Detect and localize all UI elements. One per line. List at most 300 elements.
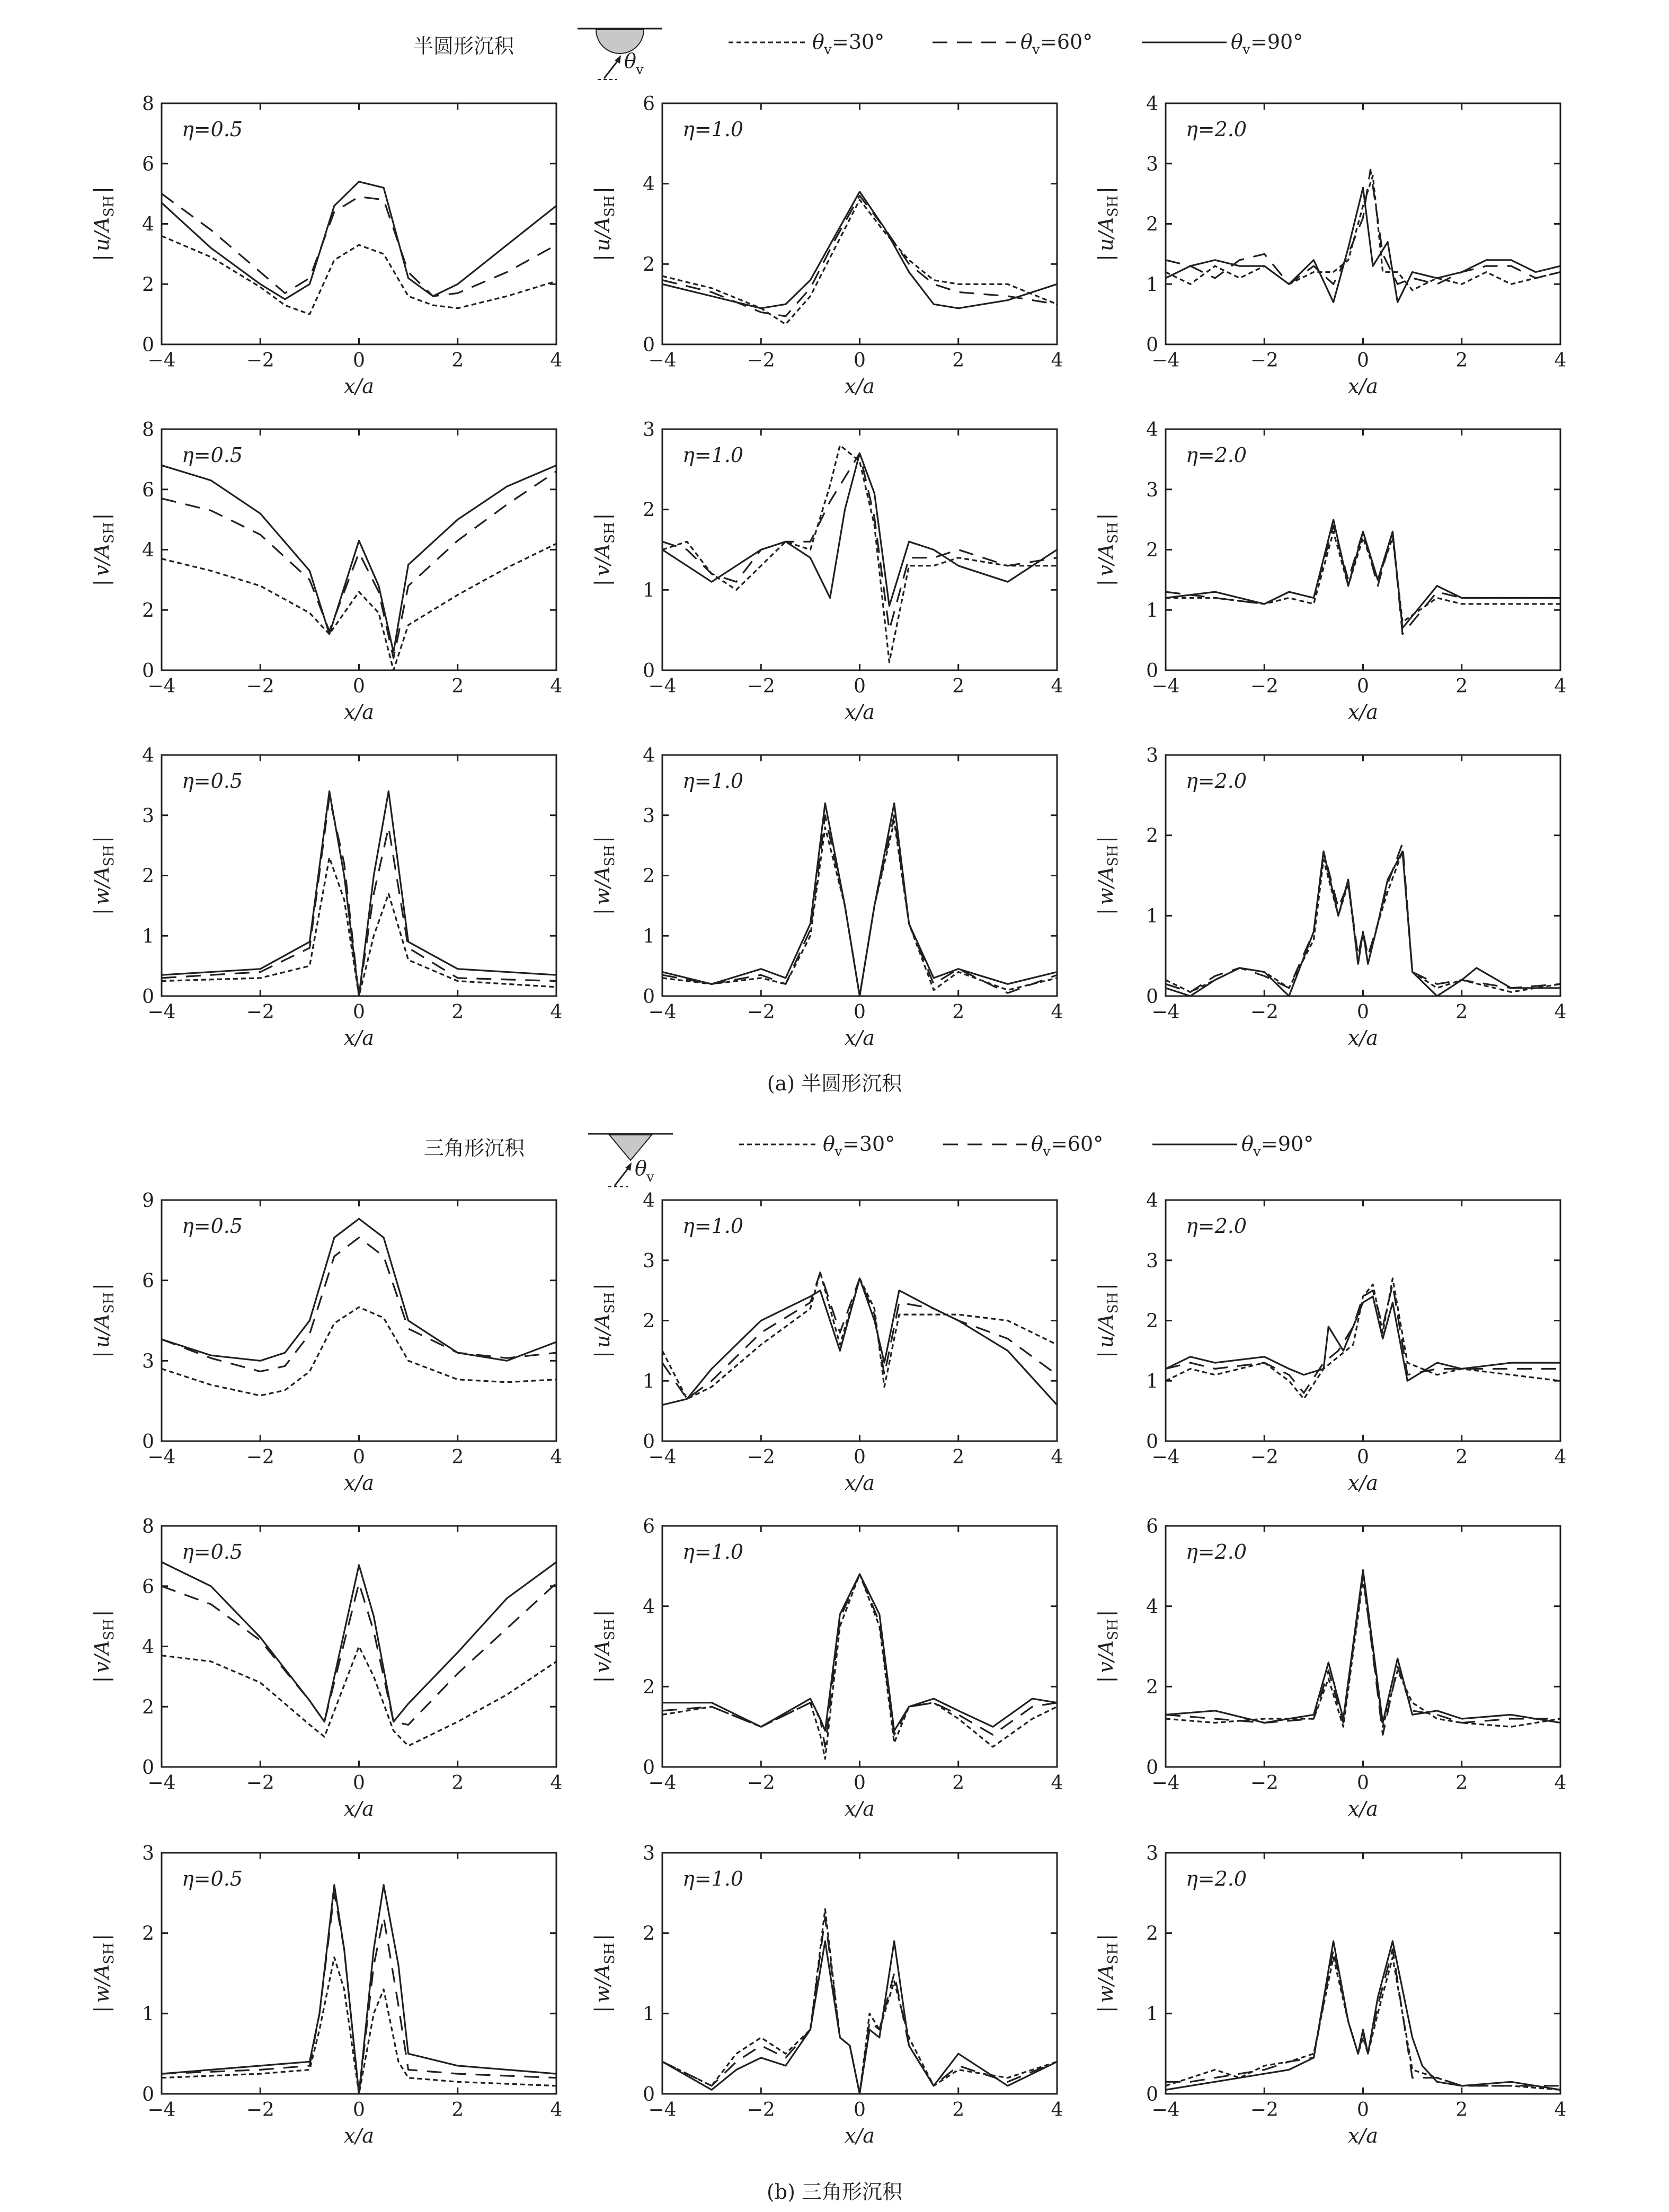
panel-b-r1-c2-xtick-label: 4 (1554, 1772, 1567, 1794)
panel-a-r0-c0-series-30 (162, 236, 556, 314)
panel-b-r2-c2-series-60 (1166, 1949, 1560, 2086)
panel-a-r2-c2-xlabel: x/a (1348, 1026, 1378, 1050)
panel-a-r1-c2-series-30 (1166, 531, 1560, 622)
panel-b-r1-c2-xtick-label: −2 (1250, 1772, 1279, 1794)
panel-b-r1-c1-ylabel: $|v/A_{SH}|$ (591, 1610, 618, 1683)
panel-a-r2-c0-ylabel: $|w/A_{SH}|$ (90, 836, 117, 915)
panel-b-r2-c0 (90, 1843, 562, 2147)
panel-a-r2-c2-xtick-label: 2 (1455, 1001, 1468, 1023)
panel-b-r1-c0-series-60 (162, 1583, 556, 1725)
panel-b-r2-c0-xlabel: x/a (344, 2124, 374, 2147)
panel-a-r2-c0-series-30 (162, 857, 556, 996)
panel-b-r2-c1-xtick-label: 2 (952, 2099, 965, 2121)
legend-a (413, 29, 1303, 79)
panel-b-r0-c0-series-60 (162, 1238, 556, 1372)
panel-a-r2-c2-xtick-label: −4 (1151, 1001, 1180, 1023)
panel-a-r2-c0-ytick-label: 4 (142, 745, 154, 767)
panel-b-r0-c0-xtick-label: −2 (246, 1446, 274, 1468)
panel-a-r0-c2-xtick-label: 2 (1455, 350, 1468, 371)
panel-b-r0-c0-series-30 (162, 1307, 556, 1396)
panel-b-r0-c0-xtick-label: 4 (550, 1446, 563, 1468)
semicircle-inset-icon (578, 29, 662, 79)
panel-a-r0-c0-ytick-label: 4 (142, 214, 154, 236)
panel-a-r1-c1-ylabel: $|v/A_{SH}|$ (591, 513, 618, 587)
panel-b-r1-c1-ytick-label: 2 (643, 1676, 655, 1699)
panel-b-r2-c2-xtick-label: −2 (1250, 2099, 1279, 2121)
panel-a-r2-c2-ytick-label: 1 (1146, 905, 1158, 928)
panel-b-r2-c2-xlabel: x/a (1348, 2124, 1378, 2147)
panel-a-r0-c2-xtick-label: −4 (1151, 350, 1180, 371)
legend-b (424, 1132, 1313, 1187)
panel-b-r1-c0-ytick-label: 2 (142, 1696, 154, 1719)
panel-b-r2-c2-xtick-label: −4 (1151, 2099, 1180, 2121)
panel-b-r0-c1-annotation: η=1.0 (682, 1214, 744, 1238)
panel-a-r0-c2 (1094, 93, 1566, 398)
panel-a-r2-c1-xtick-label: −4 (648, 1001, 677, 1023)
panel-b-r1-c2-series-90 (1166, 1570, 1560, 1722)
legend-a-theta-30: θ (812, 30, 824, 54)
panel-b-r0-c1-xtick-label: 4 (1051, 1446, 1063, 1468)
panel-b-r1-c0-xlabel: x/a (344, 1797, 374, 1820)
panel-a-r0-c1-xlabel: x/a (845, 375, 875, 398)
panel-b-r0-c0-ylabel: $|u/A_{SH}|$ (90, 1283, 117, 1358)
panel-b-r1-c0-annotation: η=0.5 (182, 1540, 243, 1563)
panel-a-r1-c2-ytick-label: 1 (1146, 600, 1158, 622)
panel-a-r0-c0-ytick-label: 8 (142, 93, 154, 115)
panel-a-r2-c0-ytick-label: 0 (142, 986, 154, 1008)
panel-b-r0-c1-xtick-label: 0 (854, 1446, 866, 1468)
panel-a-r0-c1-annotation: η=1.0 (682, 118, 744, 141)
panel-b-r2-c0-series-30 (162, 1957, 556, 2094)
panel-a-r2-c0-ytick-label: 1 (142, 926, 154, 948)
panel-b-r2-c2-series-90 (1166, 1941, 1560, 2090)
panel-a-r0-c1-xtick-label: −2 (747, 350, 775, 371)
inset-b-theta: θ (635, 1157, 647, 1180)
panel-a-r2-c2-series-60 (1166, 843, 1560, 992)
panel-a-r1-c0 (90, 419, 562, 724)
panel-a-r2-c0-annotation: η=0.5 (182, 769, 243, 793)
panel-b-r1-c1-xtick-label: 4 (1051, 1772, 1063, 1794)
panel-a-r1-c2-xtick-label: −2 (1250, 676, 1279, 697)
panel-b-r0-c0-ytick-label: 0 (142, 1431, 154, 1453)
panel-a-r2-c0-series-90 (162, 791, 556, 996)
panel-b-r1-c0-xtick-label: 2 (451, 1772, 464, 1794)
inset-b-theta-sub: v (646, 1169, 654, 1185)
panel-b-r0-c0-xtick-label: 0 (353, 1446, 365, 1468)
inset-a-theta: θ (624, 49, 636, 73)
legend-b-item-30 (739, 1132, 895, 1160)
panel-b-r0-c1-xlabel: x/a (845, 1471, 875, 1495)
panel-a-r2-c0-ytick-label: 2 (142, 865, 154, 887)
panel-a-r1-c1-series-60 (662, 454, 1057, 630)
panel-b-r2-c2-ytick-label: 1 (1146, 2003, 1158, 2026)
panel-a-r1-c2-ytick-label: 4 (1146, 419, 1158, 441)
panel-a-r2-c1-series-90 (662, 803, 1057, 996)
panel-b-r0-c1-xtick-label: −2 (747, 1446, 775, 1468)
panel-b-r0-c1-ytick-label: 3 (643, 1250, 655, 1272)
panel-a-r2-c1-ylabel: $|w/A_{SH}|$ (591, 836, 618, 915)
panel-a-r1-c1 (591, 419, 1063, 724)
panel-b-r0-c1-xtick-label: 2 (952, 1446, 965, 1468)
legend-a-sub-30: v (824, 42, 832, 58)
panel-b-r1-c2-annotation: η=2.0 (1186, 1540, 1247, 1563)
panel-a-r2-c1-ytick-label: 4 (643, 745, 655, 767)
panel-b-r0-c2-ytick-label: 4 (1146, 1190, 1158, 1212)
panel-a-r2-c1-xlabel: x/a (845, 1026, 875, 1050)
panel-a-r0-c1-xtick-label: 4 (1051, 350, 1063, 371)
panel-b-r0-c1 (591, 1190, 1063, 1495)
panel-a-r0-c2-xtick-label: −2 (1250, 350, 1279, 371)
panel-b-r2-c0-ytick-label: 3 (142, 1843, 154, 1864)
panel-b-r1-c2-ylabel: $|v/A_{SH}|$ (1094, 1610, 1121, 1683)
panel-b-r2-c1-xtick-label: −4 (648, 2099, 677, 2121)
panel-b-r2-c0-ytick-label: 0 (142, 2084, 154, 2106)
panel-a-r1-c2-series-90 (1166, 520, 1560, 628)
panel-a-r0-c0-xtick-label: 4 (550, 350, 563, 371)
panel-b-r0-c1-xtick-label: −4 (648, 1446, 677, 1468)
legend-a-item-60 (933, 30, 1093, 58)
legend-a-title: 半圆形沉积 (413, 34, 514, 58)
panel-a-r1-c0-series-30 (162, 544, 556, 670)
panel-b-r1-c1 (591, 1516, 1063, 1820)
panel-b-r2-c0-xtick-label: −4 (147, 2099, 176, 2121)
panel-a-r1-c2-ylabel: $|v/A_{SH}|$ (1094, 513, 1121, 587)
panel-b-r2-c2-xtick-label: 0 (1357, 2099, 1369, 2121)
panel-b-r2-c2-ytick-label: 0 (1146, 2084, 1158, 2106)
panel-a-r2-c2-xtick-label: 4 (1554, 1001, 1567, 1023)
caption-b: (b) 三角形沉积 (766, 2180, 903, 2204)
panel-a-r2-c0-xlabel: x/a (344, 1026, 374, 1050)
panel-a-r1-c2-xtick-label: 0 (1357, 676, 1369, 697)
legend-b-value-30: =30° (842, 1132, 895, 1156)
panel-b-r2-c1-xtick-label: 0 (854, 2099, 866, 2121)
panel-a-r1-c0-series-90 (162, 465, 556, 652)
panel-a-r2-c2-ytick-label: 0 (1146, 986, 1158, 1008)
panel-b-r0-c1-series-30 (662, 1273, 1057, 1399)
panel-b-r1-c0 (90, 1516, 562, 1820)
panel-b-r2-c0-xtick-label: 2 (451, 2099, 464, 2121)
panel-b-r2-c0-xtick-label: −2 (246, 2099, 274, 2121)
panel-a-r1-c0-xtick-label: 0 (353, 676, 365, 697)
panel-b-r1-c1-xlabel: x/a (845, 1797, 875, 1820)
panel-b-r2-c1-xlabel: x/a (845, 2124, 875, 2147)
legend-a-item-30 (729, 30, 884, 58)
legend-a-value-30: =30° (832, 30, 885, 54)
panel-a-r0-c2-ytick-label: 3 (1146, 153, 1158, 175)
panel-b-r1-c1-ytick-label: 4 (643, 1596, 655, 1618)
legend-b-sub-60: v (1043, 1144, 1051, 1160)
panel-a-r0-c0-xtick-label: 2 (451, 350, 464, 371)
panel-a-r1-c0-ytick-label: 2 (142, 600, 154, 622)
legend-a-sub-90: v (1242, 42, 1250, 58)
panel-b-r1-c1-xtick-label: 0 (854, 1772, 866, 1794)
panel-a-r2-c1-ytick-label: 2 (643, 865, 655, 887)
legend-b-sub-90: v (1253, 1144, 1261, 1160)
panel-b-r0-c2-xtick-label: −4 (1151, 1446, 1180, 1468)
panel-b-r2-c2-ylabel: $|w/A_{SH}|$ (1094, 1934, 1121, 2013)
panel-b-r0-c2-ytick-label: 1 (1146, 1371, 1158, 1393)
panel-a-r1-c0-xtick-label: −2 (246, 676, 274, 697)
panel-b-r2-c0-series-60 (162, 1893, 556, 2094)
panel-a-r2-c0-xtick-label: 0 (353, 1001, 365, 1023)
legend-b-theta-60: θ (1031, 1132, 1043, 1156)
panel-a-r0-c0-series-90 (162, 182, 556, 299)
panel-b-r2-c2-ytick-label: 2 (1146, 1923, 1158, 1945)
panel-b-r2-c0-ylabel: $|w/A_{SH}|$ (90, 1934, 117, 2013)
legend-a-value-90: =90° (1250, 30, 1303, 54)
legend-b-item-90 (1152, 1132, 1313, 1160)
panel-b-r1-c0-series-90 (162, 1562, 556, 1721)
panel-b-r0-c2-annotation: η=2.0 (1186, 1214, 1247, 1238)
panel-b-r2-c1-ylabel: $|w/A_{SH}|$ (591, 1934, 618, 2013)
legend-b-sub-30: v (835, 1144, 842, 1160)
panel-a-r2-c0 (90, 745, 562, 1050)
panel-a-r0-c0-ylabel: $|u/A_{SH}|$ (90, 186, 117, 261)
panel-a-r2-c1 (591, 745, 1063, 1050)
panel-a-r1-c2-series-60 (1166, 526, 1560, 634)
panel-b-r1-c2-xtick-label: 2 (1455, 1772, 1468, 1794)
panel-b-r1-c0-xtick-label: 4 (550, 1772, 563, 1794)
panel-a-r1-c1-xlabel: x/a (845, 700, 875, 724)
panel-a-r1-c1-ytick-label: 1 (643, 580, 655, 602)
panel-a-r2-c2-series-30 (1166, 851, 1560, 992)
panel-a-r0-c1-series-30 (662, 200, 1057, 324)
panel-b-r0-c0-ytick-label: 6 (142, 1270, 154, 1292)
panel-a-r2-c0-xtick-label: −2 (246, 1001, 274, 1023)
panel-a-r1-c2-annotation: η=2.0 (1186, 443, 1247, 467)
panel-a-r0-c1-xtick-label: −4 (648, 350, 677, 371)
panel-a-r1-c1-ytick-label: 0 (643, 660, 655, 682)
panel-b-r0-c1-series-90 (662, 1278, 1057, 1405)
panel-a-r2-c2-xtick-label: 0 (1357, 1001, 1369, 1023)
panel-a-r2-c2-ytick-label: 3 (1146, 745, 1158, 767)
panel-b-r2-c2-xtick-label: 4 (1554, 2099, 1567, 2121)
panel-a-r1-c0-xtick-label: −4 (147, 676, 176, 697)
panel-b-r0-c1-ytick-label: 0 (643, 1431, 655, 1453)
panel-a-r0-c2-annotation: η=2.0 (1186, 118, 1247, 141)
legend-b-theta-30: θ (823, 1132, 835, 1156)
panel-b-r1-c2-series-30 (1166, 1578, 1560, 1727)
panel-b-r1-c0-ytick-label: 8 (142, 1516, 154, 1538)
panel-a-r0-c2-ylabel: $|u/A_{SH}|$ (1094, 186, 1121, 261)
legend-b-theta-90: θ (1241, 1132, 1254, 1156)
panel-a-r0-c2-series-60 (1166, 170, 1560, 284)
panel-b-r0-c0-xtick-label: −4 (147, 1446, 176, 1468)
panel-a-r2-c2-annotation: η=2.0 (1186, 769, 1247, 793)
panel-b-r1-c1-series-60 (662, 1574, 1057, 1747)
panel-a-r1-c2-xtick-label: 2 (1455, 676, 1468, 697)
panel-a-r1-c0-ytick-label: 0 (142, 660, 154, 682)
panel-b-r0-c2-ytick-label: 2 (1146, 1310, 1158, 1332)
triangle-inset-icon (588, 1134, 673, 1187)
panel-a-r0-c0 (90, 93, 562, 398)
legend-b-title: 三角形沉积 (424, 1136, 525, 1160)
panel-b-r1-c2-ytick-label: 4 (1146, 1596, 1158, 1618)
panel-b-r0-c2-xlabel: x/a (1348, 1471, 1378, 1495)
legend-a-theta-60: θ (1020, 30, 1033, 54)
panel-b-r2-c0-series-90 (162, 1885, 556, 2094)
panel-a-r2-c1-series-60 (662, 815, 1057, 996)
panel-b-r0-c2-ylabel: $|u/A_{SH}|$ (1094, 1283, 1121, 1358)
panel-a-r2-c0-series-60 (162, 797, 556, 996)
panel-a-r1-c0-annotation: η=0.5 (182, 443, 243, 467)
panel-b-r0-c0-xlabel: x/a (344, 1471, 374, 1495)
panel-a-r0-c0-xtick-label: −2 (246, 350, 274, 371)
chart-panels (90, 93, 1566, 2147)
legend-a-sub-60: v (1032, 42, 1040, 58)
panel-a-r2-c1-series-30 (662, 821, 1057, 996)
panel-b-r1-c2-ytick-label: 6 (1146, 1516, 1158, 1538)
panel-a-r0-c2-ytick-label: 4 (1146, 93, 1158, 115)
panel-b-r2-c0-ytick-label: 1 (142, 2003, 154, 2026)
panel-b-r0-c0 (90, 1190, 562, 1495)
panel-b-r2-c0-annotation: η=0.5 (182, 1867, 243, 1890)
panel-a-r1-c0-xtick-label: 2 (451, 676, 464, 697)
panel-a-r2-c2-ytick-label: 2 (1146, 825, 1158, 847)
panel-b-r0-c2 (1094, 1190, 1566, 1495)
panel-b-r2-c1 (591, 1843, 1063, 2147)
legend-a-theta-90: θ (1231, 30, 1243, 54)
panel-b-r2-c0-xtick-label: 0 (353, 2099, 365, 2121)
panel-a-r2-c1-ytick-label: 1 (643, 926, 655, 948)
legend-a-value-60: =60° (1040, 30, 1093, 54)
panel-a-r0-c2-xtick-label: 4 (1554, 350, 1567, 371)
panel-a-r1-c0-ytick-label: 4 (142, 539, 154, 562)
panel-a-r1-c2-xlabel: x/a (1348, 700, 1378, 724)
panel-b-r1-c2 (1094, 1516, 1566, 1820)
legend-a-item-90 (1142, 30, 1303, 58)
panel-a-r2-c0-xtick-label: −4 (147, 1001, 176, 1023)
panel-a-r0-c0-annotation: η=0.5 (182, 118, 243, 141)
panel-b-r1-c2-xtick-label: 0 (1357, 1772, 1369, 1794)
panel-a-r1-c1-xtick-label: −4 (648, 676, 677, 697)
panel-a-r2-c2-xtick-label: −2 (1250, 1001, 1279, 1023)
panel-a-r0-c2-ytick-label: 2 (1146, 214, 1158, 236)
panel-a-r0-c1-ytick-label: 2 (643, 254, 655, 276)
panel-a-r2-c1-xtick-label: −2 (747, 1001, 775, 1023)
panel-b-r1-c0-ytick-label: 0 (142, 1757, 154, 1779)
panel-b-r2-c1-ytick-label: 1 (643, 2003, 655, 2026)
panel-b-r1-c1-ytick-label: 0 (643, 1757, 655, 1779)
panel-b-r0-c1-ytick-label: 1 (643, 1371, 655, 1393)
panel-a-r2-c1-ytick-label: 3 (643, 805, 655, 827)
panel-a-r2-c1-xtick-label: 2 (952, 1001, 965, 1023)
panel-b-r1-c1-series-90 (662, 1574, 1057, 1731)
panel-a-r0-c2-xlabel: x/a (1348, 375, 1378, 398)
panel-a-r1-c0-ytick-label: 6 (142, 479, 154, 501)
panel-b-r0-c2-xtick-label: 0 (1357, 1446, 1369, 1468)
panel-a-r1-c0-ylabel: $|v/A_{SH}|$ (90, 513, 117, 587)
panel-b-r0-c2-xtick-label: 4 (1554, 1446, 1567, 1468)
panel-a-r2-c1-ytick-label: 0 (643, 986, 655, 1008)
panel-a-r0-c0-ytick-label: 6 (142, 153, 154, 175)
panel-a-r1-c0-series-60 (162, 472, 556, 659)
panel-a-r0-c1-ytick-label: 4 (643, 173, 655, 196)
panel-b-r0-c1-ytick-label: 2 (643, 1310, 655, 1332)
panel-a-r1-c1-xtick-label: 0 (854, 676, 866, 697)
panel-b-r2-c2-series-30 (1166, 1957, 1560, 2090)
panel-a-r0-c0-xtick-label: 0 (353, 350, 365, 371)
panel-a-r2-c1-xtick-label: 0 (854, 1001, 866, 1023)
panel-a-r0-c0-xtick-label: −4 (147, 350, 176, 371)
panel-b-r2-c1-ytick-label: 3 (643, 1843, 655, 1864)
panel-b-r0-c2-series-30 (1166, 1278, 1560, 1399)
panel-a-r1-c1-series-30 (662, 445, 1057, 662)
panel-a-r1-c1-series-90 (662, 454, 1057, 606)
panel-b-r1-c0-ylabel: $|v/A_{SH}|$ (90, 1610, 117, 1683)
panel-a-r2-c0-xtick-label: 4 (550, 1001, 563, 1023)
panel-b-r2-c0-ytick-label: 2 (142, 1923, 154, 1945)
panel-b-r1-c1-xtick-label: 2 (952, 1772, 965, 1794)
panel-a-r0-c2-ytick-label: 1 (1146, 274, 1158, 296)
panel-b-r1-c0-ytick-label: 6 (142, 1576, 154, 1598)
panel-b-r2-c0-xtick-label: 4 (550, 2099, 563, 2121)
panel-b-r0-c0-ytick-label: 3 (142, 1351, 154, 1373)
panel-b-r1-c1-series-30 (662, 1574, 1057, 1759)
panel-b-r1-c2-xtick-label: −4 (1151, 1772, 1180, 1794)
panel-a-r0-c2-ytick-label: 0 (1146, 334, 1158, 356)
panel-a-r1-c0-xlabel: x/a (344, 700, 374, 724)
panel-b-r0-c0-ytick-label: 9 (142, 1190, 154, 1212)
panel-b-r1-c0-ytick-label: 4 (142, 1636, 154, 1658)
panel-b-r0-c0-annotation: η=0.5 (182, 1214, 243, 1238)
panel-b-r0-c0-xtick-label: 2 (451, 1446, 464, 1468)
panel-b-r1-c0-xtick-label: 0 (353, 1772, 365, 1794)
panel-a-r1-c1-xtick-label: 2 (952, 676, 965, 697)
panel-b-r2-c1-series-90 (662, 1941, 1057, 2094)
panel-b-r1-c1-ytick-label: 6 (643, 1516, 655, 1538)
panel-b-r1-c2-series-60 (1166, 1574, 1560, 1735)
panel-b-r2-c2-ytick-label: 3 (1146, 1843, 1158, 1864)
panel-a-r1-c0-ytick-label: 8 (142, 419, 154, 441)
panel-b-r2-c1-annotation: η=1.0 (682, 1867, 744, 1890)
panel-b-r2-c1-ytick-label: 0 (643, 2084, 655, 2106)
panel-a-r2-c2-ylabel: $|w/A_{SH}|$ (1094, 836, 1121, 915)
panel-a-r0-c1-ylabel: $|u/A_{SH}|$ (591, 186, 618, 261)
panel-b-r2-c2-annotation: η=2.0 (1186, 1867, 1247, 1890)
panel-b-r1-c0-xtick-label: −2 (246, 1772, 274, 1794)
panel-a-r2-c0-xtick-label: 2 (451, 1001, 464, 1023)
panel-a-r1-c2 (1094, 419, 1566, 724)
legend-b-value-60: =60° (1051, 1132, 1104, 1156)
legend-b-value-90: =90° (1261, 1132, 1314, 1156)
panel-a-r1-c1-ytick-label: 3 (643, 419, 655, 441)
panel-b-r0-c2-series-60 (1166, 1284, 1560, 1393)
panel-b-r1-c2-ytick-label: 0 (1146, 1757, 1158, 1779)
panel-a-r0-c1-xtick-label: 2 (952, 350, 965, 371)
panel-a-r1-c1-xtick-label: −2 (747, 676, 775, 697)
panel-b-r0-c2-xtick-label: −2 (1250, 1446, 1279, 1468)
panel-b-r1-c1-annotation: η=1.0 (682, 1540, 744, 1563)
panel-a-r0-c1-series-90 (662, 192, 1057, 308)
panel-a-r0-c1-ytick-label: 0 (643, 334, 655, 356)
panel-b-r0-c1-ytick-label: 4 (643, 1190, 655, 1212)
panel-b-r2-c1-series-60 (662, 1917, 1057, 2094)
panel-a-r0-c0-ytick-label: 0 (142, 334, 154, 356)
panel-b-r1-c0-xtick-label: −4 (147, 1772, 176, 1794)
panel-a-r2-c0-ytick-label: 3 (142, 805, 154, 827)
panel-a-r2-c2-series-90 (1166, 851, 1560, 996)
panel-b-r0-c0-series-90 (162, 1219, 556, 1361)
panel-a-r0-c0-ytick-label: 2 (142, 274, 154, 296)
panel-a-r0-c1-xtick-label: 0 (854, 350, 866, 371)
panel-a-r2-c1-xtick-label: 4 (1051, 1001, 1063, 1023)
panel-a-r2-c2 (1094, 745, 1566, 1050)
panel-a-r1-c2-ytick-label: 2 (1146, 539, 1158, 562)
panel-a-r2-c1-annotation: η=1.0 (682, 769, 744, 793)
panel-a-r1-c0-xtick-label: 4 (550, 676, 563, 697)
panel-a-r0-c0-xlabel: x/a (344, 375, 374, 398)
